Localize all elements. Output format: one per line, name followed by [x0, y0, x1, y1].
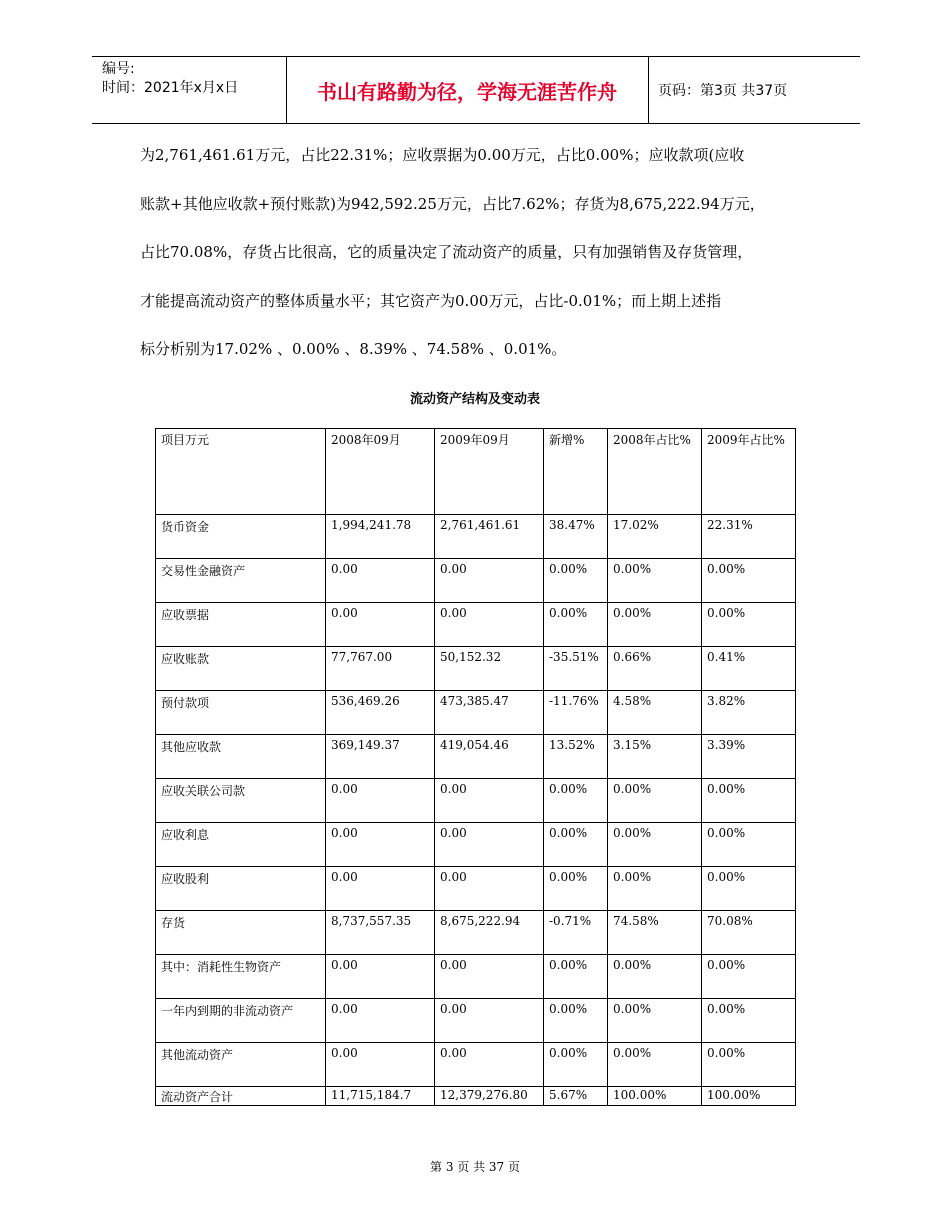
paragraph-line: 标分析别为17.02% 、0.00% 、8.39% 、74.58% 、0.01%。	[140, 340, 567, 358]
table-row	[156, 647, 796, 691]
header-label: 2009年占比%	[707, 433, 785, 447]
header-label: 项目万元	[161, 433, 210, 447]
value-cell: 0.00	[326, 559, 435, 603]
header-meta	[102, 60, 282, 98]
value-cell: 0.00	[435, 823, 544, 867]
table-row	[156, 735, 796, 779]
value-cell: 0.00	[435, 867, 544, 911]
table-header-cell	[608, 429, 702, 515]
value-cell: 3.39%	[702, 735, 796, 779]
row-label-cell: 交易性金融资产	[156, 559, 326, 603]
value-cell: 11,715,184.7	[326, 1087, 435, 1106]
value-cell: 0.00%	[702, 955, 796, 999]
value-cell: 12,379,276.80	[435, 1087, 544, 1106]
value-cell: 3.82%	[702, 691, 796, 735]
row-label-cell: 货币资金	[156, 515, 326, 559]
value-cell: 100.00%	[702, 1087, 796, 1106]
current-assets-table	[155, 428, 796, 1106]
table-row	[156, 999, 796, 1043]
value-cell: 38.47%	[544, 515, 608, 559]
value-cell: 74.58%	[608, 911, 702, 955]
value-cell: 0.00	[435, 1043, 544, 1087]
header-page-number: 页码：第3页 共37页	[658, 83, 788, 99]
paragraph-line: 账款+其他应收款+预付账款)为942,592.25万元，占比7.62%；存货为8,675,222.94万元，	[140, 194, 765, 213]
value-cell: 1,994,241.78	[326, 515, 435, 559]
value-cell: 0.00	[326, 955, 435, 999]
value-cell: 0.00%	[702, 867, 796, 911]
value-cell: 473,385.47	[435, 691, 544, 735]
value-cell: 13.52%	[544, 735, 608, 779]
value-cell: 0.00	[326, 1043, 435, 1087]
table-row	[156, 603, 796, 647]
header-label: 新增%	[549, 433, 585, 447]
value-cell: 17.02%	[608, 515, 702, 559]
row-label-cell: 其他应收款	[156, 735, 326, 779]
value-cell: 0.00%	[608, 955, 702, 999]
table-row	[156, 1087, 796, 1106]
table-row	[156, 779, 796, 823]
table-row	[156, 911, 796, 955]
row-label-cell: 其他流动资产	[156, 1043, 326, 1087]
table-header-cell	[156, 429, 326, 515]
row-label-cell: 预付款项	[156, 691, 326, 735]
table-header-cell	[702, 429, 796, 515]
value-cell: 70.08%	[702, 911, 796, 955]
value-cell: 536,469.26	[326, 691, 435, 735]
row-label-cell: 流动资产合计	[156, 1087, 326, 1106]
value-cell: 0.00	[435, 955, 544, 999]
table-row	[156, 515, 796, 559]
header-motto: 书山有路勤为径，学海无涯苦作舟	[317, 79, 617, 104]
row-label-cell: 存货	[156, 911, 326, 955]
row-label-cell: 应收股利	[156, 867, 326, 911]
row-label-cell: 应收利息	[156, 823, 326, 867]
document-time-label: 时间：2021年x月x日	[102, 80, 239, 96]
table-row	[156, 559, 796, 603]
value-cell: 0.00	[326, 779, 435, 823]
value-cell: 0.00%	[702, 999, 796, 1043]
value-cell: 100.00%	[608, 1087, 702, 1106]
table-header-row	[156, 429, 796, 515]
row-label-cell: 一年内到期的非流动资产	[156, 999, 326, 1043]
value-cell: 0.00	[326, 823, 435, 867]
value-cell: 0.00	[326, 603, 435, 647]
value-cell: 0.00%	[608, 999, 702, 1043]
value-cell: 0.00%	[608, 779, 702, 823]
header-label: 2008年09月	[331, 433, 401, 447]
table-title: 流动资产结构及变动表	[409, 392, 540, 407]
value-cell: 22.31%	[702, 515, 796, 559]
table-header-cell	[544, 429, 608, 515]
value-cell: 0.00%	[544, 559, 608, 603]
value-cell: 0.41%	[702, 647, 796, 691]
row-label-cell: 其中：消耗性生物资产	[156, 955, 326, 999]
paragraph-line: 为2,761,461.61万元，占比22.31%；应收票据为0.00万元，占比0.00%；应收款项(应收	[140, 146, 745, 164]
paragraph-line: 才能提高流动资产的整体质量水平；其它资产为0.00万元，占比-0.01%；而上期上述指	[140, 291, 722, 310]
paragraph-line: 占比70.08%，存货占比很高，它的质量决定了流动资产的质量，只有加强销售及存货管理，	[140, 243, 753, 261]
header-label: 2008年占比%	[613, 433, 691, 447]
table-header-cell	[435, 429, 544, 515]
page-footer: 第 3 页 共 37 页	[430, 1160, 520, 1174]
value-cell: 369,149.37	[326, 735, 435, 779]
value-cell: 4.58%	[608, 691, 702, 735]
value-cell: -0.71%	[544, 911, 608, 955]
value-cell: 5.67%	[544, 1087, 608, 1106]
value-cell: -35.51%	[544, 647, 608, 691]
value-cell: 0.00%	[608, 559, 702, 603]
value-cell: 0.00%	[544, 999, 608, 1043]
value-cell: 0.00%	[702, 1043, 796, 1087]
value-cell: 50,152.32	[435, 647, 544, 691]
value-cell: 0.00	[326, 867, 435, 911]
value-cell: 0.00%	[544, 867, 608, 911]
table-row	[156, 1043, 796, 1087]
value-cell: 0.00%	[702, 779, 796, 823]
document-number-label: 编号:	[102, 61, 135, 77]
header-label: 2009年09月	[440, 433, 510, 447]
analysis-paragraph	[140, 138, 840, 381]
value-cell: 419,054.46	[435, 735, 544, 779]
value-cell: 0.00%	[544, 779, 608, 823]
value-cell: -11.76%	[544, 691, 608, 735]
value-cell: 0.00%	[544, 955, 608, 999]
value-cell: 0.00%	[544, 1043, 608, 1087]
value-cell: 77,767.00	[326, 647, 435, 691]
page-header	[92, 56, 860, 124]
value-cell: 0.00%	[608, 1043, 702, 1087]
value-cell: 0.00	[326, 999, 435, 1043]
row-label-cell: 应收票据	[156, 603, 326, 647]
value-cell: 0.00	[435, 559, 544, 603]
value-cell: 8,675,222.94	[435, 911, 544, 955]
value-cell: 0.00%	[608, 823, 702, 867]
row-label-cell: 应收账款	[156, 647, 326, 691]
value-cell: 0.00	[435, 603, 544, 647]
header-divider	[648, 57, 649, 123]
value-cell: 3.15%	[608, 735, 702, 779]
row-label-cell: 应收关联公司款	[156, 779, 326, 823]
table-row	[156, 691, 796, 735]
value-cell: 0.00	[435, 779, 544, 823]
table-header-cell	[326, 429, 435, 515]
value-cell: 0.00%	[608, 867, 702, 911]
value-cell: 2,761,461.61	[435, 515, 544, 559]
value-cell: 8,737,557.35	[326, 911, 435, 955]
table-row	[156, 867, 796, 911]
table-row	[156, 955, 796, 999]
value-cell: 0.00%	[544, 823, 608, 867]
value-cell: 0.00%	[702, 823, 796, 867]
table-row	[156, 823, 796, 867]
value-cell: 0.00%	[702, 559, 796, 603]
value-cell: 0.00	[435, 999, 544, 1043]
value-cell: 0.00%	[544, 603, 608, 647]
value-cell: 0.00%	[608, 603, 702, 647]
value-cell: 0.00%	[702, 603, 796, 647]
value-cell: 0.66%	[608, 647, 702, 691]
